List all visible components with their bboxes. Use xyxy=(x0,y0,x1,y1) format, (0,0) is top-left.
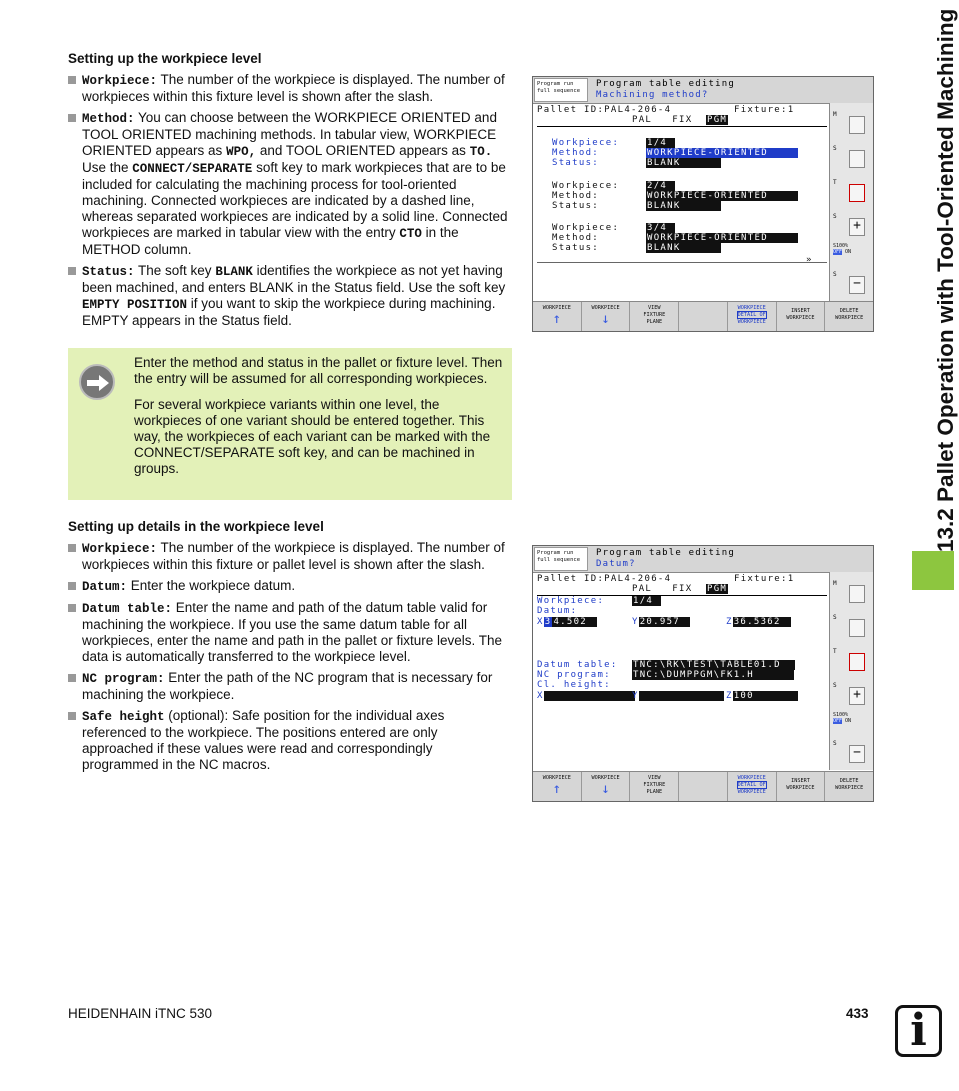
workpiece-up-softkey[interactable]: WORKPIECE ↑ xyxy=(533,302,582,331)
spindle-override[interactable]: S100% OFF ON xyxy=(833,712,852,724)
tool-key[interactable]: T xyxy=(833,648,869,676)
mode-indicator: Program run full sequence xyxy=(534,78,588,102)
page-number: 433 xyxy=(846,1006,869,1021)
screen-main: Pallet ID:PAL4-206-4 Fixture:1 PAL FIX PGM Workpiece: 1/4 Method: WORKPIECE-ORIENTED Status: BLANK Workpiece: 2/4 Method: WORKPIECE-ORIENTED Status: BLANK Workpiece: 3/4 Method: WORKPIECE-ORIENTED Status: BLANK » xyxy=(534,105,828,301)
m-function-key[interactable]: M xyxy=(833,111,869,139)
side-softkeys xyxy=(829,103,873,301)
section-heading-workpiece-level: Setting up the workpiece level xyxy=(68,51,262,66)
m-function-key[interactable]: M xyxy=(833,580,869,608)
spindle-key[interactable]: S xyxy=(833,614,869,642)
list-item: Datum table: Enter the name and path of the datum table valid for machining the workpiece. If you use the same datum table for all workpieces, enter the name and path in the pallet or fixture levels. The data is automatically transferred to the workpiece level. xyxy=(68,600,512,665)
empty-softkey[interactable] xyxy=(679,772,728,801)
datum-table-field[interactable]: TNC:\RK\TEST\TABLE01.D xyxy=(632,660,795,670)
tnc-screen-datum xyxy=(532,545,874,802)
arrow-right-icon xyxy=(79,364,115,400)
more-indicator: » xyxy=(806,255,813,265)
insert-workpiece-softkey[interactable]: INSERT WORKPIECE xyxy=(777,772,826,801)
list-item: Safe height (optional): Safe position for the individual axes referenced to the workpiece. The positions entered are only approached if these values were read and correspondingly programmed in the NC macros. xyxy=(68,708,512,773)
mode-indicator: Program run full sequence xyxy=(534,547,588,571)
footer-product: HEIDENHAIN iTNC 530 xyxy=(68,1006,213,1021)
tnc-screen-machining-method xyxy=(532,76,874,332)
status-field[interactable]: BLANK xyxy=(646,243,721,253)
note-text: Enter the method and status in the pallet or fixture level. Then the entry will be assumed for all corresponding workpieces. For several workpiece variants within one level, the workpieces of one variant should be entered together. This way, the workpieces of each variant can be marked with the CONNECT/SEPARATE soft key, and can be machined in groups. xyxy=(134,355,503,476)
nc-program-field[interactable]: TNC:\DUMPPGM\FK1.H xyxy=(632,670,794,680)
tool-key[interactable]: T xyxy=(833,179,869,207)
view-fixture-plane-softkey[interactable]: VIEW FIXTURE PLANE xyxy=(630,772,679,801)
delete-workpiece-softkey[interactable]: DELETE WORKPIECE xyxy=(835,778,864,791)
height-z-field[interactable]: 100 xyxy=(733,691,798,701)
arrow-up-icon: ↑ xyxy=(552,311,562,327)
screen-main: Pallet ID:PAL4-206-4 Fixture:1 PAL FIX PGM Workpiece: 1/4 Datum: X3 4.502 Y20.957 Z36.5362 Datum table: TNC:\RK\TEST\TABLE01.D NC program: TNC:\DUMPPGM\FK1.H Cl. height: X Y Z100 xyxy=(534,574,828,770)
height-y-field[interactable] xyxy=(639,691,725,701)
status-field[interactable]: BLANK xyxy=(646,158,721,168)
section-heading-workpiece-details: Setting up details in the workpiece level xyxy=(68,519,324,534)
insert-workpiece-softkey[interactable]: INSERT WORKPIECE xyxy=(777,302,826,331)
datum-x-cursor[interactable]: 3 xyxy=(544,617,552,627)
list-item: Method: You can choose between the WORKPIECE ORIENTED and TOOL ORIENTED machining methods. In tabular view, WORKPIECE ORIENTED appears as WPO, and TOOL ORIENTED appears as TO. Use the CONNECT/SEPARATE soft key to mark workpieces that are to be included for calculating the machining process for tool-oriented machining. Connected workpieces are indicated by a dashed line, whereas separated workpieces are indicated by a solid line. Connected workpieces are marked in tabular view with the entry CTO in the METHOD column. xyxy=(68,110,512,258)
method-field[interactable]: WORKPIECE-ORIENTED xyxy=(646,233,798,243)
workpiece-field[interactable]: 2/4 xyxy=(646,181,675,191)
datum-z-field[interactable]: 36.5362 xyxy=(733,617,791,627)
softkey-bar xyxy=(533,771,873,801)
height-x-field[interactable] xyxy=(544,691,636,701)
list-item: Workpiece: The number of the workpiece is displayed. The number of workpieces within this fixture or pallet level is shown after the slash. xyxy=(68,540,512,573)
workpiece-details-list xyxy=(68,540,512,778)
spindle-override[interactable]: S100% OFF ON xyxy=(833,243,852,255)
empty-softkey[interactable] xyxy=(679,302,728,331)
arrow-down-icon: ↓ xyxy=(601,311,610,327)
screen-prompt: Datum? xyxy=(596,559,636,569)
method-field[interactable]: WORKPIECE-ORIENTED xyxy=(646,191,798,201)
workpiece-field[interactable]: 1/4 xyxy=(632,596,661,606)
softkey-bar xyxy=(533,301,873,331)
list-item: Datum: Enter the workpiece datum. xyxy=(68,578,512,595)
spindle-minus-key[interactable]: S − xyxy=(833,740,869,768)
screen-title: Program table editing xyxy=(596,548,735,558)
datum-x-field[interactable]: 4.502 xyxy=(552,617,597,627)
note-box xyxy=(68,348,512,500)
arrow-up-icon: ↑ xyxy=(552,781,562,797)
chapter-sidebar xyxy=(912,0,958,1091)
spindle-minus-key[interactable]: S − xyxy=(833,271,869,299)
view-fixture-plane-softkey[interactable]: VIEW FIXTURE PLANE xyxy=(630,302,679,331)
workpiece-up-softkey[interactable]: WORKPIECE ↑ xyxy=(533,772,582,801)
status-field[interactable]: BLANK xyxy=(646,201,721,211)
side-softkeys xyxy=(829,572,873,770)
workpiece-field[interactable]: 1/4 xyxy=(646,138,675,148)
datum-y-field[interactable]: 20.957 xyxy=(639,617,690,627)
screen-prompt: Machining method? xyxy=(596,90,709,100)
arrow-down-icon: ↓ xyxy=(601,781,610,797)
workpiece-down-softkey[interactable]: WORKPIECE ↓ xyxy=(582,772,631,801)
screen-title: Program table editing xyxy=(596,79,735,89)
spindle-key[interactable]: S xyxy=(833,145,869,173)
detail-of-workpiece-softkey[interactable]: WORKPIECE DETAIL OF WORKPIECE xyxy=(728,772,777,801)
list-item: Status: The soft key BLANK identifies the workpiece as not yet having been machined, and enters BLANK in the Status field. Use the soft key EMPTY POSITION if you want to skip the workpiece during machining. EMPTY appears in the Status field. xyxy=(68,263,512,329)
info-icon: i xyxy=(895,1005,942,1057)
workpiece-down-softkey[interactable]: WORKPIECE ↓ xyxy=(582,302,631,331)
chapter-marker xyxy=(912,551,954,590)
workpiece-field[interactable]: 3/4 xyxy=(646,223,675,233)
list-item: Workpiece: The number of the workpiece is displayed. The number of workpieces within this fixture level is shown after the slash. xyxy=(68,72,512,105)
screen-header xyxy=(533,546,873,573)
delete-workpiece-softkey[interactable]: DELETE WORKPIECE xyxy=(835,308,864,321)
workpiece-level-list xyxy=(68,72,512,334)
spindle-plus-key[interactable]: S + xyxy=(833,213,869,241)
list-item: NC program: Enter the path of the NC program that is necessary for machining the workpiece. xyxy=(68,670,512,703)
screen-header xyxy=(533,77,873,104)
method-field[interactable]: WORKPIECE-ORIENTED xyxy=(646,148,798,158)
chapter-title: 13.2 Pallet Operation with Tool-Oriented Machining xyxy=(933,8,958,552)
spindle-plus-key[interactable]: S + xyxy=(833,682,869,710)
detail-of-workpiece-softkey[interactable]: WORKPIECE DETAIL OF WORKPIECE xyxy=(728,302,777,331)
